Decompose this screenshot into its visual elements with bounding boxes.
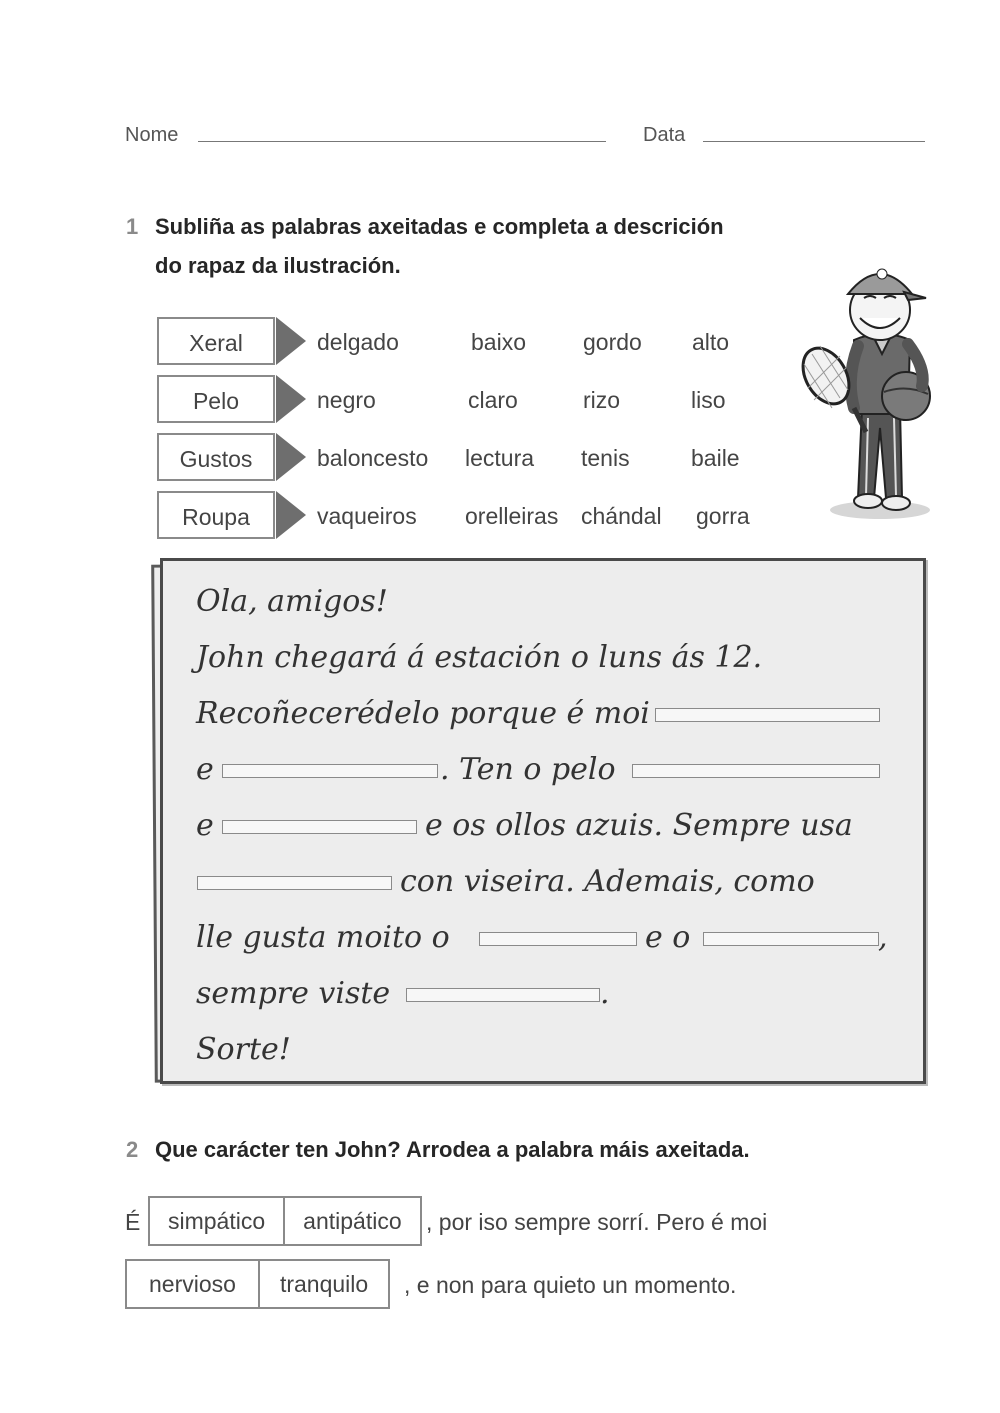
blank-field[interactable] [632, 764, 880, 778]
name-field[interactable] [198, 141, 606, 142]
letter-line-3: Recoñecerédelo porque é moi [196, 696, 650, 731]
letter-line-5a: e [196, 808, 214, 843]
date-field[interactable] [703, 141, 925, 142]
word-option[interactable]: gorra [696, 503, 750, 529]
word-option[interactable]: alto [692, 329, 730, 355]
word-option[interactable]: rizo [583, 387, 621, 413]
option-tranquilo[interactable]: tranquilo [258, 1261, 388, 1307]
word-option[interactable]: vaqueiros [317, 503, 417, 529]
category-xeral: Xeral [157, 317, 275, 365]
blank-field[interactable] [222, 820, 417, 834]
arrow-icon [276, 433, 306, 481]
word-option[interactable]: gordo [583, 329, 642, 355]
word-option[interactable]: lectura [465, 445, 535, 471]
arrow-icon [276, 317, 306, 365]
blank-field[interactable] [406, 988, 600, 1002]
letter-line-5b: e os ollos azuis. Sempre usa [425, 808, 853, 843]
letter-greeting: Ola, amigos! [196, 584, 388, 619]
blank-field[interactable] [222, 764, 438, 778]
blank-field[interactable] [479, 932, 637, 946]
category-roupa: Roupa [157, 491, 275, 539]
option-group-2 [125, 1259, 390, 1309]
question-2-text: Que carácter ten John? Arrodea a palabra máis axeitada. [155, 1137, 750, 1162]
letter-line-7c: , [878, 920, 888, 955]
option-nervioso[interactable]: nervioso [149, 1271, 236, 1297]
word-option[interactable]: claro [468, 387, 518, 413]
question-1-line-1: Subliña as palabras axeitadas e completa a descrición [155, 214, 724, 239]
blank-field[interactable] [197, 876, 392, 890]
q2-line2-suffix: , e non para quieto un momento. [404, 1272, 737, 1298]
option-antipatico[interactable]: antipático [283, 1198, 419, 1244]
category-gustos: Gustos [157, 433, 275, 481]
blank-field[interactable] [703, 932, 879, 946]
letter-closing: Sorte! [196, 1032, 291, 1067]
question-1-number: 1 [126, 214, 139, 239]
letter-line-4a: e [196, 752, 214, 787]
arrow-icon [276, 375, 306, 423]
letter-line-6: con viseira. Ademais, como [400, 864, 815, 899]
word-option[interactable]: delgado [317, 329, 399, 355]
word-option[interactable]: orelleiras [465, 503, 559, 529]
question-2-number: 2 [126, 1137, 139, 1162]
category-pelo: Pelo [157, 375, 275, 423]
name-label: Nome [125, 124, 179, 146]
arrow-icon [276, 491, 306, 539]
blank-field[interactable] [655, 708, 880, 722]
q2-line1-prefix: É [125, 1209, 141, 1235]
letter-line-8b: . [600, 976, 610, 1011]
letter-line-7a: lle gusta moito o [196, 920, 450, 955]
q2-line1-suffix: , por iso sempre sorrí. Pero é moi [426, 1209, 768, 1235]
word-option[interactable]: baixo [471, 329, 526, 355]
question-1-text [155, 207, 724, 285]
word-option[interactable]: baile [691, 445, 740, 471]
option-group-1 [148, 1196, 422, 1246]
word-option[interactable]: tenis [581, 445, 630, 471]
letter-line-4b: . Ten o pelo [440, 752, 616, 787]
letter-line-7b: e o [645, 920, 691, 955]
letter-line-2: John chegará á estación o luns ás 12. [196, 640, 763, 675]
word-option[interactable]: liso [691, 387, 726, 413]
question-1-line-2: do rapaz da ilustración. [155, 253, 401, 278]
boy-with-racket-illustration [790, 258, 940, 523]
word-option[interactable]: baloncesto [317, 445, 429, 471]
letter-line-8a: sempre viste [196, 976, 391, 1011]
word-option[interactable]: chándal [581, 503, 662, 529]
word-option[interactable]: negro [317, 387, 376, 413]
date-label: Data [643, 124, 686, 146]
option-simpatico[interactable]: simpático [168, 1208, 266, 1234]
